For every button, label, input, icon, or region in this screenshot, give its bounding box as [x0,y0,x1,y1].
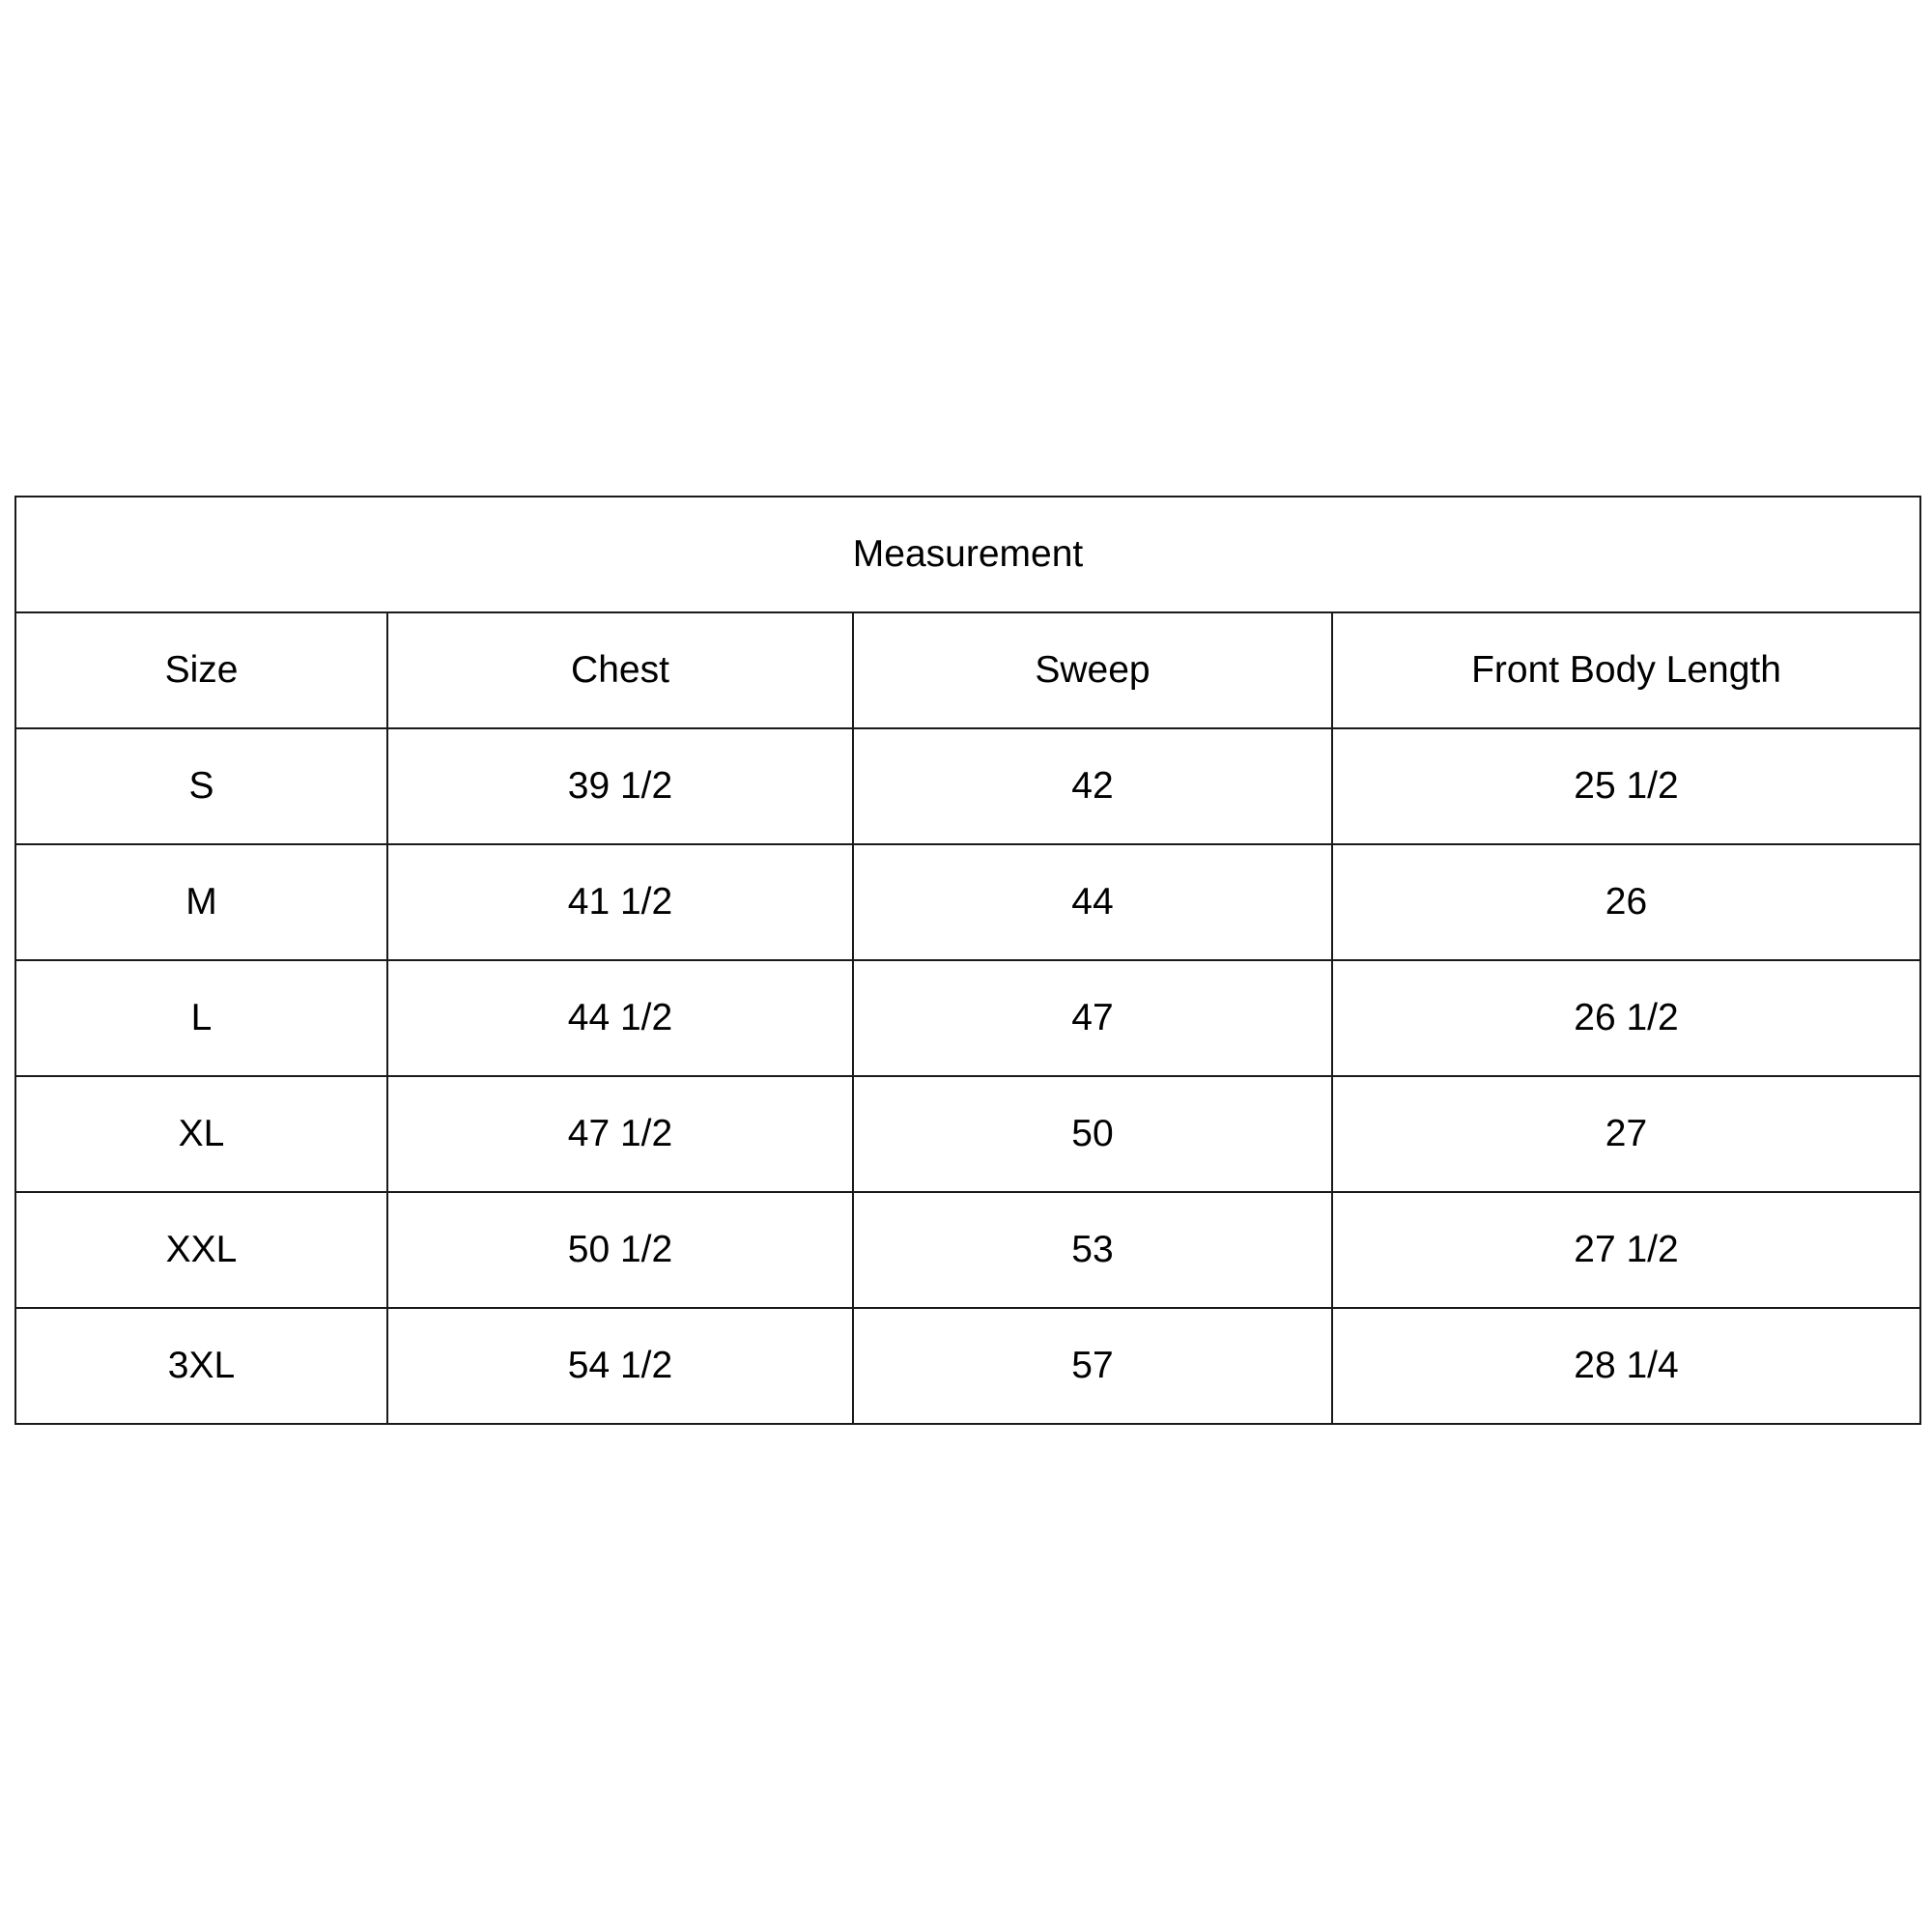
table-row [15,844,1920,960]
cell-size: XXL [15,1192,387,1308]
header-size: Size [15,612,387,728]
cell-front-body-length: 27 [1332,1076,1920,1192]
table-row [15,960,1920,1076]
cell-chest: 41 1/2 [387,844,853,960]
header-front-body-length: Front Body Length [1332,612,1920,728]
measurement-table [14,496,1921,1425]
table-row [15,1308,1920,1424]
table-row [15,728,1920,844]
table-row [15,1192,1920,1308]
cell-size: XL [15,1076,387,1192]
cell-sweep: 50 [853,1076,1332,1192]
cell-size: S [15,728,387,844]
cell-chest: 50 1/2 [387,1192,853,1308]
header-sweep: Sweep [853,612,1332,728]
cell-sweep: 42 [853,728,1332,844]
table-title: Measurement [15,497,1920,612]
cell-sweep: 47 [853,960,1332,1076]
cell-front-body-length: 27 1/2 [1332,1192,1920,1308]
table-row [15,1076,1920,1192]
cell-sweep: 44 [853,844,1332,960]
cell-front-body-length: 25 1/2 [1332,728,1920,844]
cell-front-body-length: 26 [1332,844,1920,960]
header-chest: Chest [387,612,853,728]
cell-chest: 44 1/2 [387,960,853,1076]
cell-sweep: 57 [853,1308,1332,1424]
cell-size: L [15,960,387,1076]
cell-chest: 47 1/2 [387,1076,853,1192]
cell-chest: 54 1/2 [387,1308,853,1424]
cell-front-body-length: 26 1/2 [1332,960,1920,1076]
cell-size: M [15,844,387,960]
cell-front-body-length: 28 1/4 [1332,1308,1920,1424]
cell-sweep: 53 [853,1192,1332,1308]
cell-chest: 39 1/2 [387,728,853,844]
header-row [15,612,1920,728]
cell-size: 3XL [15,1308,387,1424]
title-row [15,497,1920,612]
